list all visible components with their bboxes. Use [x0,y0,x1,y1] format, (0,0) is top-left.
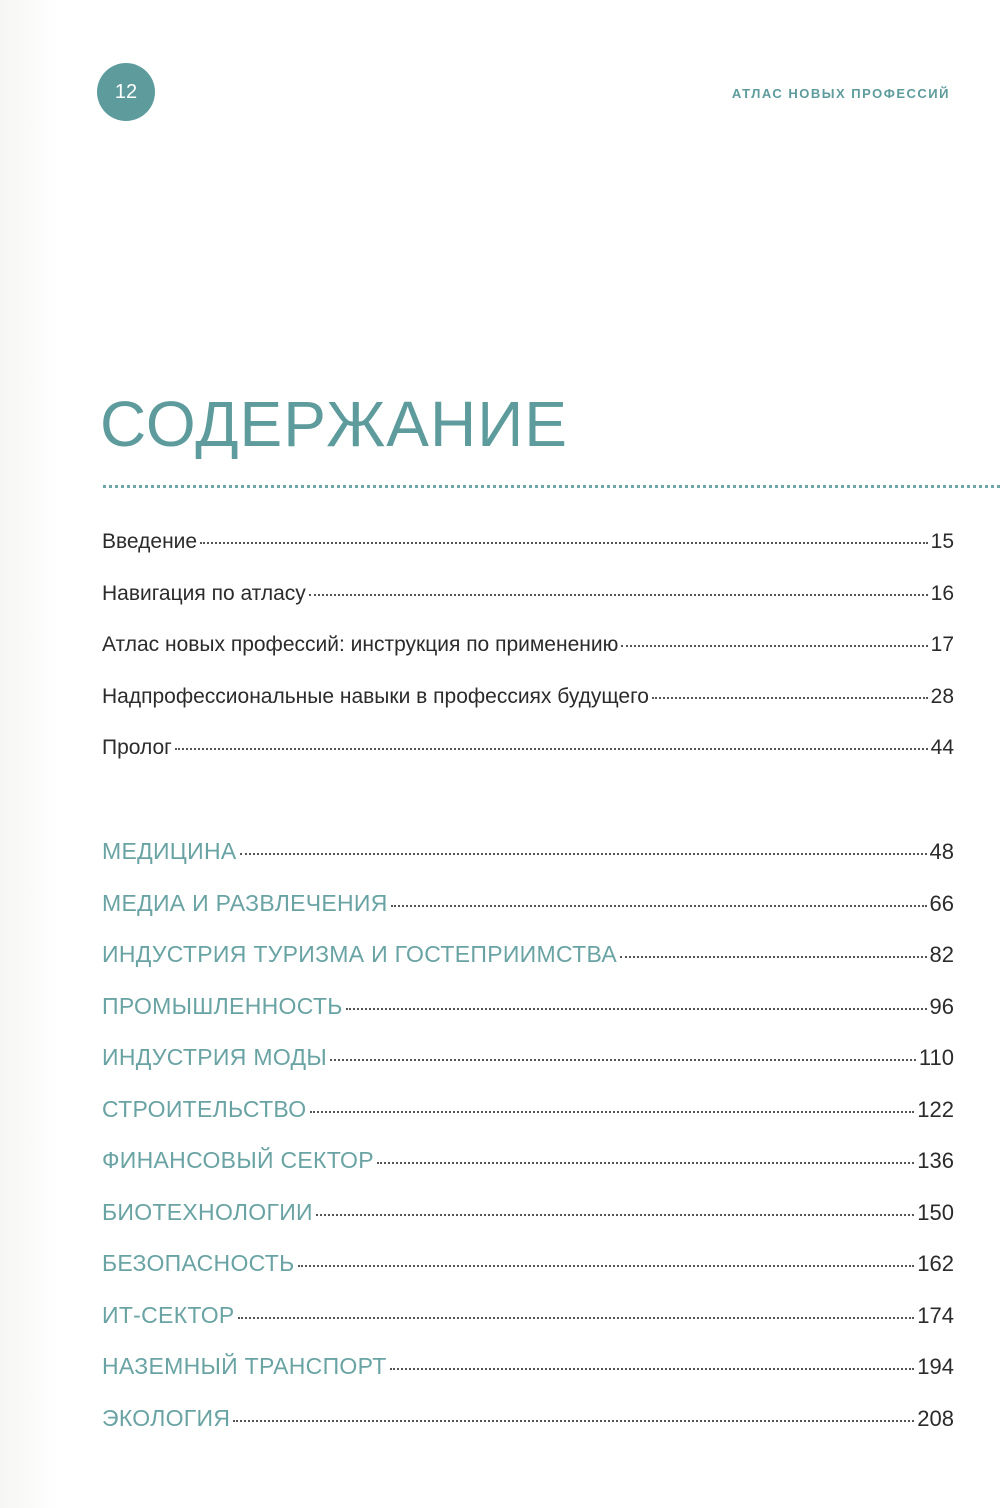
leader-dots [652,697,928,699]
toc-section-page: 208 [917,1405,954,1431]
toc-section-biotech[interactable] [102,1199,954,1251]
leader-dots [390,1368,915,1370]
toc-entry-page: 44 [930,736,954,759]
toc-section-page: 110 [918,1045,954,1070]
toc-section-label: СТРОИТЕЛЬСТВО [102,1095,307,1122]
toc-entry-page: 15 [930,530,954,553]
toc-entry-prologue[interactable] [102,736,954,788]
toc-entry-label: Надпрофессиональные навыки в профессиях будущего [102,684,649,708]
toc-section-construction[interactable] [102,1096,954,1148]
toc-section-page: 66 [929,890,954,916]
leader-dots [238,1317,915,1319]
toc-section-page: 82 [929,942,954,967]
toc-section-page: 194 [917,1354,954,1379]
toc-section-tourism[interactable] [102,941,954,993]
leader-dots [310,1111,915,1113]
toc-section-page: 162 [917,1251,954,1276]
toc-section-security[interactable] [102,1250,954,1302]
toc-section-label: ИТ-СЕКТОР [102,1301,235,1328]
toc-entry-label: Атлас новых профессий: инструкция по применению [102,633,619,656]
toc-section-label: БЕЗОПАСНОСТЬ [102,1250,295,1276]
toc-section-medicine[interactable] [102,838,954,890]
toc-entry-instructions[interactable] [102,633,954,685]
leader-dots [377,1162,914,1164]
leader-dots [240,853,927,855]
toc-entry-introduction[interactable] [102,530,954,582]
toc-section-page: 150 [917,1199,954,1225]
toc-section-page: 174 [917,1302,954,1328]
toc-section-transport[interactable] [102,1353,954,1405]
toc-section-page: 48 [929,839,954,864]
leader-dots [330,1059,916,1061]
toc-entry-page: 16 [930,581,954,605]
toc-entry-label: Введение [102,530,198,553]
toc-section-finance[interactable] [102,1147,954,1199]
leader-dots [620,956,927,958]
toc-title: СОДЕРЖАНИЕ [100,388,568,460]
toc-section-fashion[interactable] [102,1044,954,1096]
toc-section-label: МЕДИА И РАЗВЛЕЧЕНИЯ [102,889,388,916]
toc-entry-label: Пролог [102,736,172,759]
toc-section-media[interactable] [102,890,954,942]
leader-dots [298,1265,915,1267]
toc-intro-list [102,530,954,788]
title-dotted-rule [103,485,1000,488]
toc-section-label: БИОТЕХНОЛОГИИ [102,1198,313,1225]
toc-section-page: 122 [917,1096,954,1122]
toc-section-it[interactable] [102,1302,954,1354]
toc-section-label: ИНДУСТРИЯ МОДЫ [102,1044,328,1070]
toc-sections-list [102,838,954,1456]
toc-entry-page: 28 [930,684,954,708]
leader-dots [200,542,928,544]
toc-entry-page: 17 [930,633,954,656]
toc-section-label: МЕДИЦИНА [102,838,237,864]
toc-entry-soft-skills[interactable] [102,685,954,737]
leader-dots [309,594,928,596]
leader-dots [175,748,928,750]
running-header: АТЛАС НОВЫХ ПРОФЕССИЙ [731,86,950,101]
toc-entry-navigation[interactable] [102,582,954,634]
toc-section-page: 96 [929,993,954,1019]
toc-section-ecology[interactable] [102,1405,954,1457]
toc-section-page: 136 [917,1148,954,1173]
toc-section-label: ЭКОЛОГИЯ [102,1404,231,1431]
toc-entry-label: Навигация по атласу [102,581,306,605]
toc-section-label: НАЗЕМНЫЙ ТРАНСПОРТ [102,1353,387,1379]
page-number-badge: 12 [97,63,155,121]
toc-section-industry[interactable] [102,993,954,1045]
toc-section-label: ПРОМЫШЛЕННОСТЬ [102,992,343,1019]
leader-dots [316,1214,914,1216]
toc-section-label: ИНДУСТРИЯ ТУРИЗМА И ГОСТЕПРИИМСТВА [102,941,617,967]
leader-dots [391,905,927,907]
leader-dots [346,1008,927,1010]
leader-dots [233,1420,914,1422]
leader-dots [621,645,927,647]
toc-section-label: ФИНАНСОВЫЙ СЕКТОР [102,1147,374,1173]
